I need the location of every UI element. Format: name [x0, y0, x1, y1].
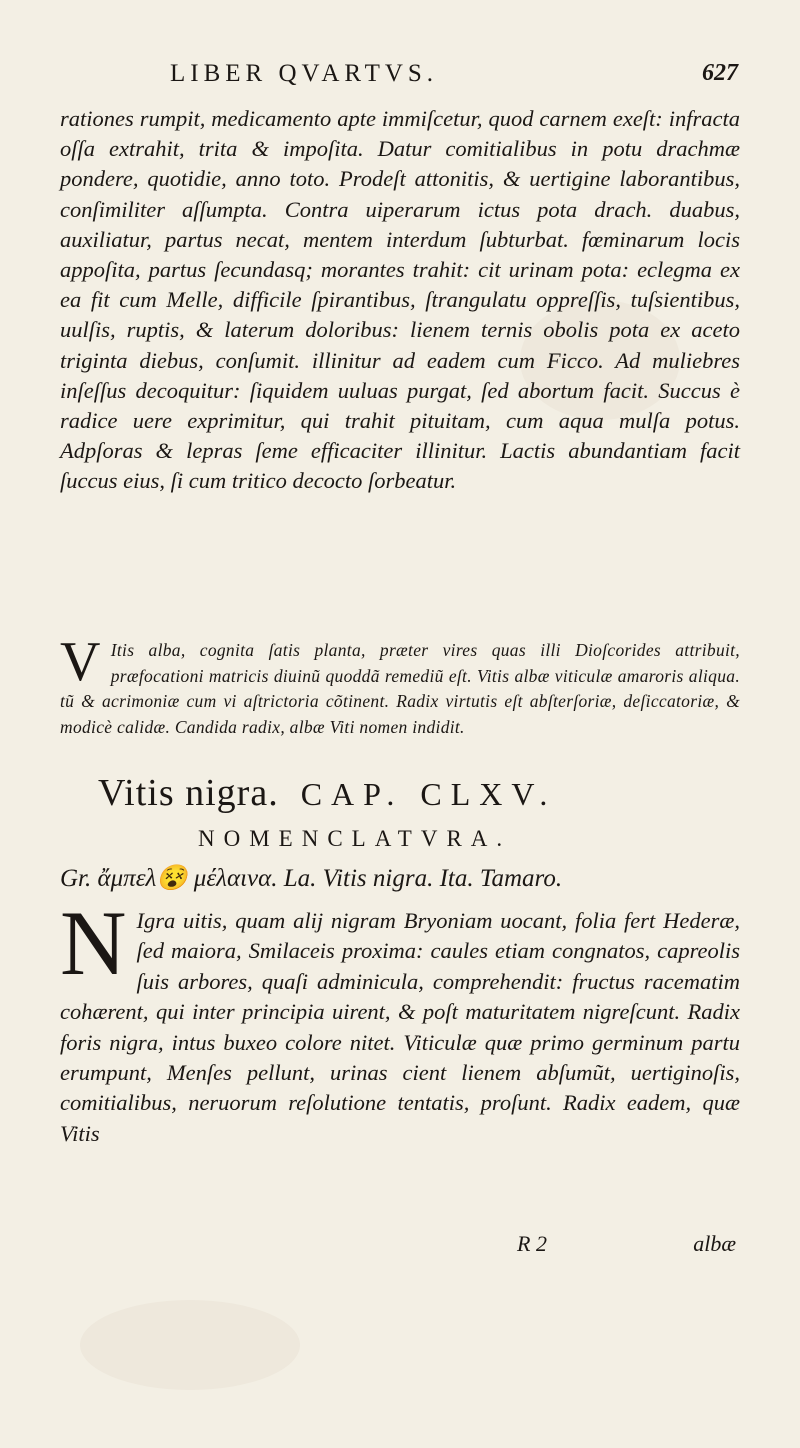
catchword: albæ: [693, 1231, 736, 1256]
chapter-heading: [98, 771, 718, 815]
running-title: LIBER QVARTVS.: [170, 60, 439, 87]
nomenclature-line: Gr. ἄμπελ😵 μέλαινα. La. Vitis nigra. Ita. Tamaro.: [60, 865, 563, 892]
signature-mark: R 2: [517, 1231, 547, 1256]
chapter-number: CAP. CLXV.: [300, 776, 557, 812]
drop-cap: N: [60, 892, 127, 994]
paragraph-1: rationes rumpit, medicamento apte immiſcetur, quod carnem exeſt: infracta oſſa extrahit, trita & impoſita. Datur comitialibus in potu drachmæ pondere, quotidie, anno toto. Prodeſt attonitis, & uertigine laborantibus, conſimiliter aſſumpta. Contra uiperarum ictus pota drach. duabus, auxiliatur, partus necat, mentem interdum ſubturbat. fœminarum locis appoſita, partus ſecundasq; morantes trahit: cit urinam pota: eclegma ex ea fit cum Melle, difficile ſpirantibus, ſtrangulatu oppreſſis, tuſsientibus, uulſis, ruptis, & laterum doloribus: lienem ternis obolis pota ex aceto triginta diebus, conſumit. illinitur ad eadem cum Ficco. Ad muliebres inſeſſus decoquitur: ſiquidem uuluas purgat, ſed abortum facit. Succus è radice uere exprimitur, qui trahit pituitam, cum aqua mulſa potus. Adpſoras & lepras ſeme efficaciter illinitur. Lactis abundantiam facit ſuccus eius, ſi cum tritico decocto ſorbeatur.: [60, 106, 740, 494]
page-number: 627: [702, 60, 738, 86]
section-heading: NOMENCLATVRA.: [198, 826, 512, 851]
chapter-title: Vitis nigra.: [98, 772, 279, 814]
page-footer: [60, 1231, 740, 1263]
running-header: [60, 58, 740, 98]
paragraph-3-text: Igra uitis, quam alij nigram Bryoniam uocant, folia fert Hederæ, ſed maiora, Smilaceis proxima: caules etiam congnatos, capreolis ſuis arbores, quaſi adminicula, comprehendit: fructus racematim cohærent, qui inter principia uirent, & poſt maturitatem nigreſcunt. Radix foris nigra, intus buxeo colore nitet. Viticulæ quæ primo germinum partu erumpunt, Menſes pellunt, urinas cient lienem abſumũt, uertiginoſis, comitialibus, neruorum reſolutione tentatis, proſunt. Radix eadem, quæ Vitis: [60, 908, 740, 1146]
paragraph-vitis-alba: [60, 631, 740, 740]
drop-cap: V: [60, 631, 101, 693]
paragraph-vitis-nigra: [60, 892, 740, 1149]
paragraph-2-text: Itis alba, cognita ſatis planta, præter vires quas illi Dioſcorides attribuit, præfocationi matricis diuinũ quoddã remediũ eſt. Vitis albæ viticulæ amaroris aliqua. tũ & acrimoniæ cum vi aſtrictoria cõtinent. Radix virtutis eſt abſterſoriæ, deſiccatoriæ, & modicè calidæ. Candida radix, albæ Viti nomen indidit.: [60, 640, 740, 737]
paper-stain: [80, 1300, 300, 1390]
